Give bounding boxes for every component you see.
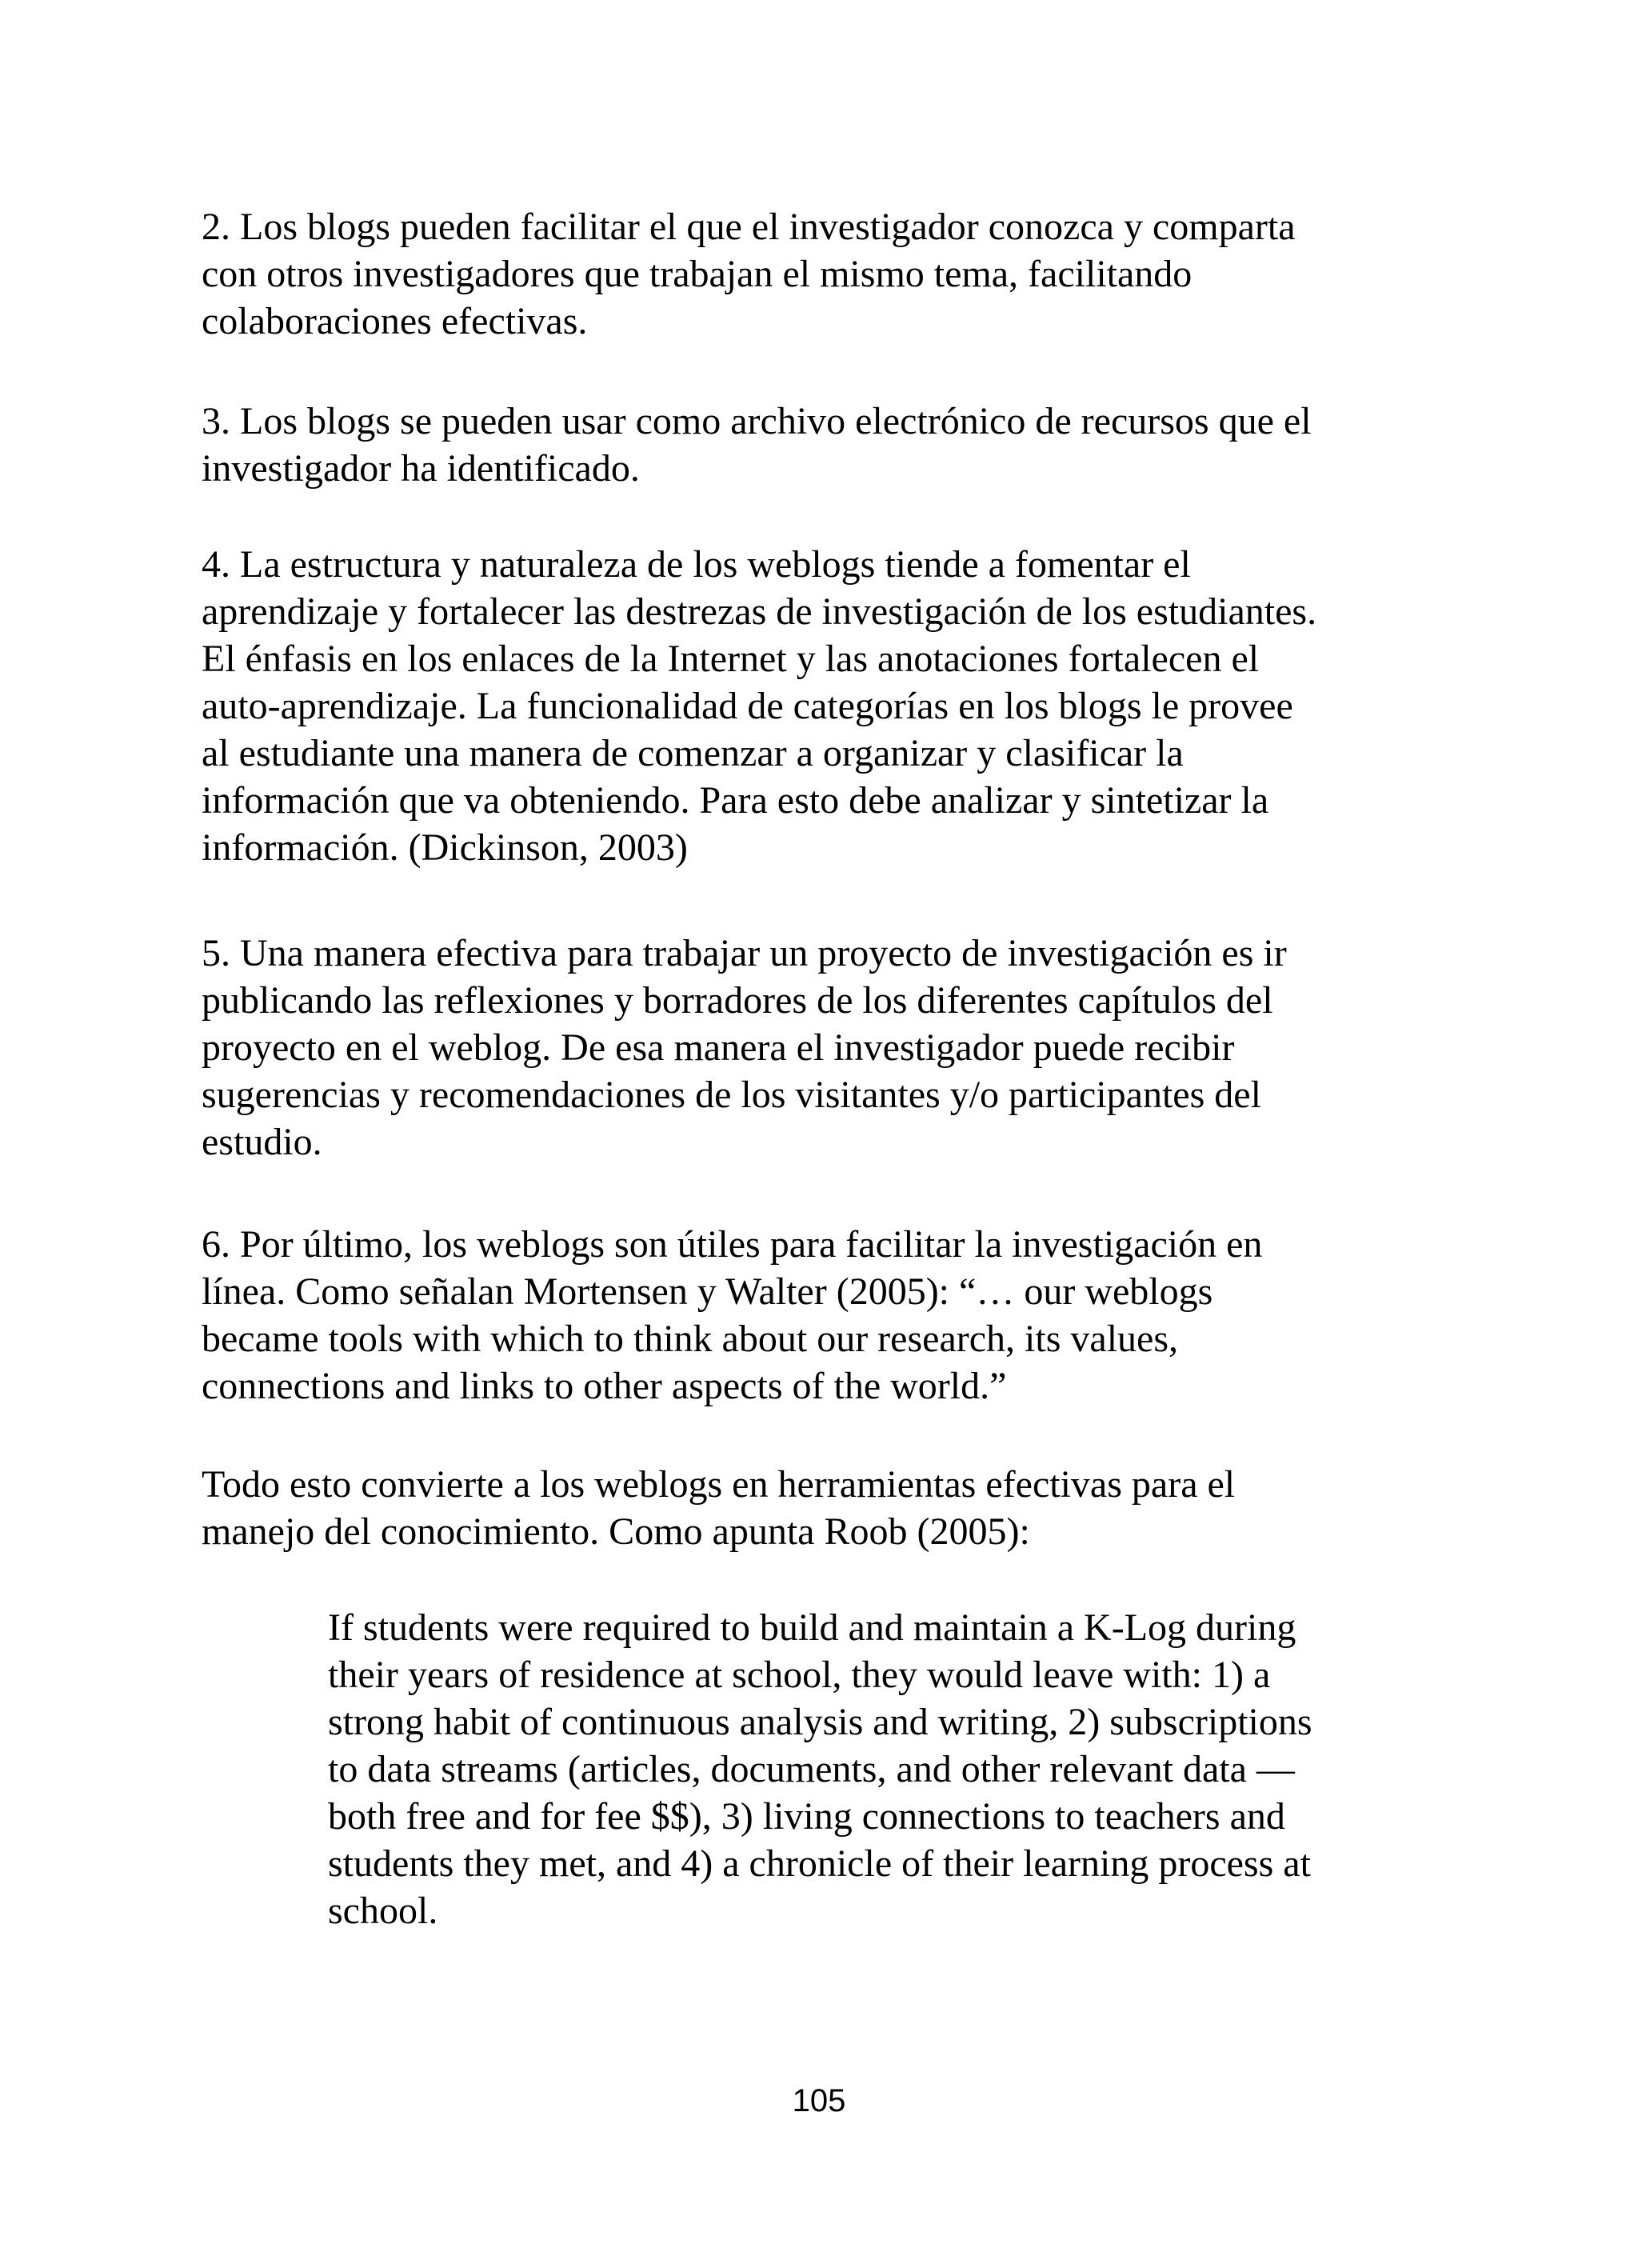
page-number: 105 [792, 2083, 846, 2118]
paragraph-item-5: 5. Una manera efectiva para trabajar un proyecto de investigación es ir publicando las reflexiones y borradores de los diferentes capítulos del proyecto en el weblog. De esa manera el investigador puede recibir sugerencias y recomendaciones de los visitantes y/o participantes del estudio. [202, 932, 1287, 1163]
paragraph-item-6: 6. Por último, los weblogs son útiles para facilitar la investigación en línea. Como señalan Mortensen y Walter (2005): “… our weblogs became tools with which to think about our research, its values, connections and links to other aspects of the world.” [202, 1223, 1263, 1407]
paragraph-item-2: 2. Los blogs pueden facilitar el que el investigador conozca y comparta con otros investigadores que trabajan el mismo tema, facilitando colaboraciones efectivas. [202, 206, 1296, 342]
paragraph-conclusion: Todo esto convierte a los weblogs en herramientas efectivas para el manejo del conocimiento. Como apunta Roob (2005): [202, 1463, 1236, 1553]
paragraph-item-3: 3. Los blogs se pueden usar como archivo electrónico de recursos que el investigador ha identificado. [202, 400, 1312, 490]
paragraph-item-4: 4. La estructura y naturaleza de los weblogs tiende a fomentar el aprendizaje y fortalecer las destrezas de investigación de los estudiantes. El énfasis en los enlaces de la Internet y las anotaciones fortalecen el auto-aprendizaje. La funcionalidad de categorías en los blogs le provee al estudiante una manera de comenzar a organizar y clasificar la información que va obteniendo. Para esto debe analizar y sintetizar la información. (Dickinson, 2003) [202, 543, 1317, 869]
block-quote: If students were required to build and maintain a K-Log during their years of residence at school, they would leave with: 1) a strong habit of continuous analysis and writing, 2) subscriptions to data streams (articles, documents, and other relevant data — both free and for fee $$), 3) living connections to teachers and students they met, and 4) a chronicle of their learning process at school. [328, 1606, 1312, 1932]
